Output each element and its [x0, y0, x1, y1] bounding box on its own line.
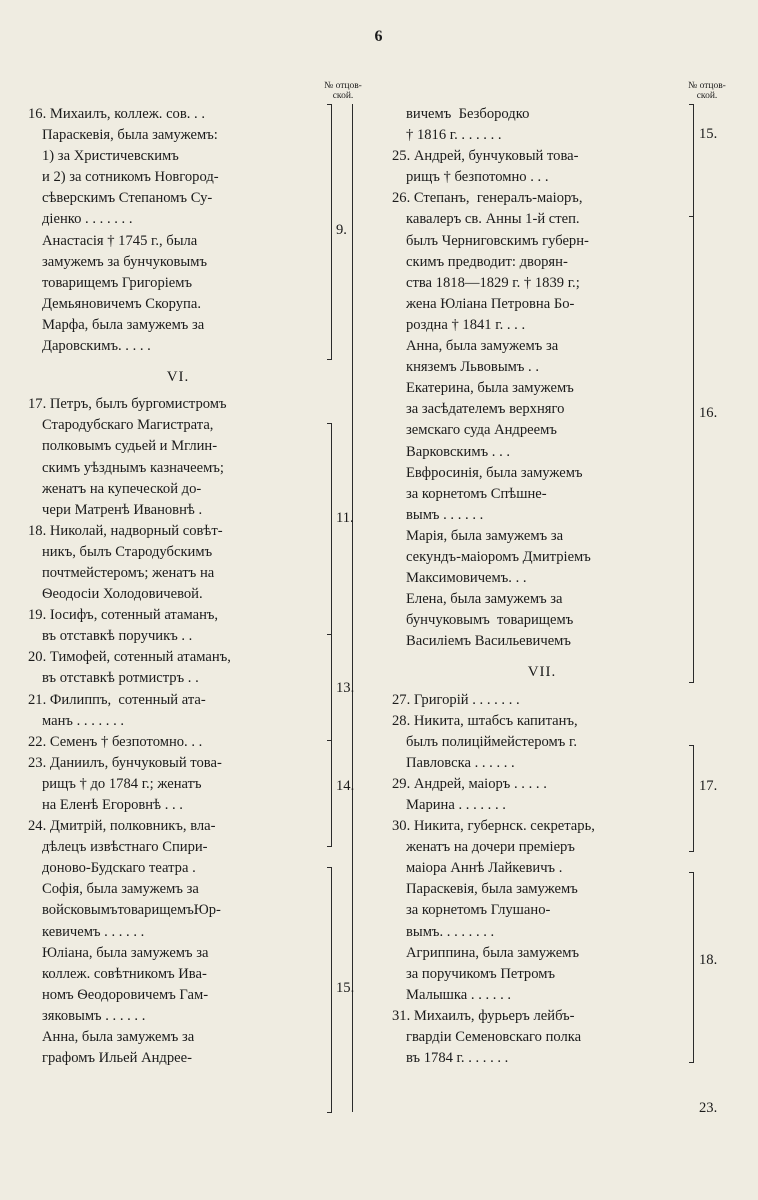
- entry-line: 16. Михаилъ, коллеж. сов. . .: [28, 106, 205, 122]
- entry-line: княземъ Львовымъ . .: [406, 359, 539, 376]
- entry-line: 22. Семенъ † безпотомно. . .: [28, 733, 203, 750]
- section-heading-vii: VII.: [527, 664, 557, 681]
- section-heading-vi: VI.: [166, 369, 190, 386]
- entry-line: вичемъ Безбородко: [406, 106, 530, 122]
- reference-number: 17.: [699, 778, 718, 794]
- brace-line: [693, 745, 694, 851]
- brace-tick: [327, 359, 332, 360]
- entry-line: бунчуковымъ товарищемъ: [406, 612, 574, 629]
- entry-line: 30. Никита, губернск. секретарь,: [392, 818, 595, 835]
- reference-number: 18.: [699, 952, 718, 968]
- brace-tick: [689, 104, 694, 105]
- entry-line: номъ Ѳеодоровичемъ Гам-: [42, 986, 209, 1003]
- entry-line: скимъ уѣзднымъ казначеемъ;: [42, 459, 224, 476]
- entry-line: кавалеръ св. Анны 1-й степ.: [406, 211, 580, 228]
- entry-line: Демьяновичемъ Скорупа.: [42, 295, 201, 312]
- entry-line: войсковымътоварищемъЮр-: [42, 902, 221, 919]
- entry-29: [392, 774, 692, 816]
- entry-line: за корнетомъ Глушано-: [406, 902, 551, 919]
- column-divider: [352, 104, 353, 1112]
- entry-26: [392, 188, 692, 652]
- entry-line: Юліана, была замужемъ за: [42, 944, 209, 961]
- entry-line: жена Юліана Петровна Бо-: [406, 295, 575, 312]
- entry-line: 27. Григорій . . . . . . .: [392, 691, 520, 708]
- entry-line: почтмейстеромъ; женатъ на: [42, 564, 215, 581]
- brace-line: [693, 104, 694, 146]
- entry-line: доново-Будскаго театра .: [42, 860, 196, 877]
- entry-line: сѣверскимъ Степаномъ Су-: [42, 190, 213, 207]
- entry-24: [28, 816, 328, 1069]
- reference-number: 11.: [336, 510, 354, 526]
- brace-line: [693, 216, 694, 682]
- entry-27: [392, 690, 692, 711]
- entry-line: діенко . . . . . . .: [42, 211, 133, 228]
- entry-line: за поручикомъ Петромъ: [406, 965, 556, 982]
- entry-line: чери Матренѣ Ивановнѣ .: [42, 501, 203, 518]
- entry-line: Даровскимъ. . . . .: [42, 338, 151, 355]
- brace-tick: [689, 872, 694, 873]
- entry-line: Стародубскаго Магистрата,: [42, 417, 214, 434]
- brace-tick: [689, 851, 694, 852]
- entry-23: [28, 753, 328, 816]
- entry-line: женатъ на купеческой до-: [42, 480, 202, 497]
- entry-line: Марія, была замужемъ за: [406, 527, 564, 544]
- brace-tick: [327, 1112, 332, 1113]
- reference-number: 13.: [336, 680, 355, 696]
- entry-line: гвардіи Семеновскаго полка: [406, 1029, 582, 1046]
- entry-19: [28, 605, 328, 647]
- entry-30: [392, 816, 692, 1006]
- entry-line: Елена, была замужемъ за: [406, 591, 563, 608]
- entry-line: земскаго суда Андреемъ: [406, 422, 557, 439]
- entry-line: Марфа, была замужемъ за: [42, 316, 205, 333]
- brace-line: [693, 146, 694, 216]
- brace-tick: [327, 867, 332, 868]
- brace-line: [331, 740, 332, 846]
- entry-line: въ отставкѣ поручикъ . .: [42, 628, 193, 645]
- entry-16: [28, 104, 328, 357]
- entry-line: ства 1818—1829 г. † 1839 г.;: [406, 274, 580, 291]
- entry-line: былъ полиціймейстеромъ г.: [406, 733, 577, 750]
- entry-line: былъ Черниговскимъ губерн-: [406, 232, 589, 249]
- entry-line: скимъ предводит: дворян-: [406, 253, 568, 270]
- entry-line: Анна, была замужемъ за: [42, 1029, 195, 1046]
- brace-tick: [689, 1062, 694, 1063]
- entry-line: 1) за Христичевскимъ: [42, 148, 179, 165]
- entry-line: полковымъ судьей и Мглин-: [42, 438, 218, 455]
- entry-line: дѣлецъ извѣстнаго Спири-: [42, 839, 208, 856]
- entry-line: вымъ. . . . . . . .: [406, 923, 495, 940]
- brace-tick: [689, 745, 694, 746]
- entry-25: [392, 146, 692, 188]
- brace-line: [331, 867, 332, 1112]
- entry-line: 24. Дмитрій, полковникъ, вла-: [28, 818, 216, 835]
- entry-line: 19. Іосифъ, сотенный атаманъ,: [28, 607, 219, 624]
- entry-line: 20. Тимофей, сотенный атаманъ,: [28, 649, 231, 666]
- entry-line: Софія, была замужемъ за: [42, 881, 199, 898]
- entry-line: 28. Никита, штабсъ капитанъ,: [392, 712, 578, 729]
- entry-line: маіора Аннѣ Лайкевичъ .: [406, 860, 563, 877]
- entry-line: 31. Михаилъ, фурьеръ лейбъ-: [392, 1007, 575, 1024]
- entry-line: † 1816 г. . . . . . .: [406, 127, 502, 144]
- entry-line: 23. Даниилъ, бунчуковый това-: [28, 754, 222, 771]
- entry-line: Анастасія † 1745 г., была: [42, 232, 198, 249]
- entry-line: рищъ † безпотомно . . .: [406, 169, 549, 186]
- reference-number: 15.: [699, 126, 718, 142]
- entry-line: Василіемъ Васильевичемъ: [406, 633, 571, 650]
- entry-line: 29. Андрей, маіоръ . . . . .: [392, 775, 547, 792]
- entry-line: женатъ на дочери преміеръ: [406, 839, 575, 856]
- entry-20: [28, 647, 328, 689]
- brace-tick: [689, 682, 694, 683]
- brace-line: [693, 872, 694, 1062]
- entry-18: [28, 521, 328, 605]
- entry-line: Евфросинія, была замужемъ: [406, 464, 583, 481]
- brace-tick: [689, 216, 694, 217]
- entry-line: рищъ † до 1784 г.; женатъ: [42, 775, 202, 792]
- entry-31: [392, 1006, 692, 1069]
- reference-number: 15.: [336, 980, 355, 996]
- brace-tick: [327, 423, 332, 424]
- entry-line: Агриппина, была замужемъ: [406, 944, 580, 961]
- entry-line: на Еленѣ Егоровнѣ . . .: [42, 797, 183, 813]
- brace-line: [331, 423, 332, 634]
- entry-line: Павловска . . . . . .: [406, 754, 515, 771]
- reference-number: 23.: [699, 1100, 718, 1116]
- entry-line: графомъ Ильей Андрее-: [42, 1050, 192, 1067]
- entry-line: секундъ-маіоромъ Дмитріемъ: [406, 548, 591, 565]
- entry-line: Анна, была замужемъ за: [406, 338, 559, 355]
- entry-line: зяковымъ . . . . . .: [42, 1007, 146, 1024]
- entry-line: роздна † 1841 г. . . .: [406, 316, 526, 333]
- entry-line: коллеж. совѣтникомъ Ива-: [42, 965, 207, 982]
- entry-28: [392, 711, 692, 774]
- entry-line: Марина . . . . . . .: [406, 797, 506, 813]
- entry-line: Параскевія, была замужемъ:: [42, 127, 218, 144]
- entry-line: въ отставкѣ ротмистръ . .: [42, 670, 199, 687]
- left-text-column: [28, 104, 328, 1069]
- entry-line: за засѣдателемъ верхняго: [406, 401, 565, 418]
- entry-continuation: [392, 104, 692, 146]
- entry-line: Параскевія, была замужемъ: [406, 881, 578, 898]
- entry-line: манъ . . . . . . .: [42, 712, 125, 729]
- column-header-left: № отцов- ской.: [324, 81, 362, 101]
- brace-tick: [327, 104, 332, 105]
- entry-line: Ѳеодосіи Холодовичевой.: [42, 586, 203, 603]
- entry-17: [28, 394, 328, 521]
- entry-line: Максимовичемъ. . .: [406, 570, 527, 587]
- entry-line: въ 1784 г. . . . . . .: [406, 1050, 509, 1067]
- entry-line: Варковскимъ . . .: [406, 443, 511, 460]
- entry-line: замужемъ за бунчуковымъ: [42, 253, 208, 270]
- entry-line: 26. Степанъ, генералъ-маіоръ,: [392, 190, 583, 207]
- entry-line: 17. Петръ, былъ бургомистромъ: [28, 396, 227, 413]
- entry-line: 18. Николай, надворный совѣт-: [28, 522, 223, 539]
- brace-line: [331, 634, 332, 740]
- entry-22: [28, 732, 328, 753]
- entry-line: никъ, былъ Стародубскимъ: [42, 543, 213, 560]
- entry-line: кевичемъ . . . . . .: [42, 923, 145, 940]
- brace-line: [331, 104, 332, 359]
- page-number: 6: [374, 28, 384, 45]
- entry-line: Малышка . . . . . .: [406, 986, 512, 1003]
- entry-line: за корнетомъ Спѣшне-: [406, 485, 547, 502]
- entry-21: [28, 690, 328, 732]
- reference-number: 9.: [336, 222, 347, 238]
- reference-number: 16.: [699, 405, 718, 421]
- entry-line: и 2) за сотникомъ Новгород-: [42, 169, 219, 186]
- entry-line: 21. Филиппъ, сотенный ата-: [28, 691, 206, 708]
- entry-line: товарищемъ Григоріемъ: [42, 274, 193, 291]
- reference-number: 14.: [336, 778, 355, 794]
- entry-line: Екатерина, была замужемъ: [406, 380, 574, 397]
- entry-line: вымъ . . . . . .: [406, 506, 484, 523]
- entry-line: 25. Андрей, бунчуковый това-: [392, 148, 579, 165]
- brace-tick: [327, 846, 332, 847]
- column-header-right: № отцов- ской.: [688, 81, 726, 101]
- right-text-column: [392, 104, 692, 1069]
